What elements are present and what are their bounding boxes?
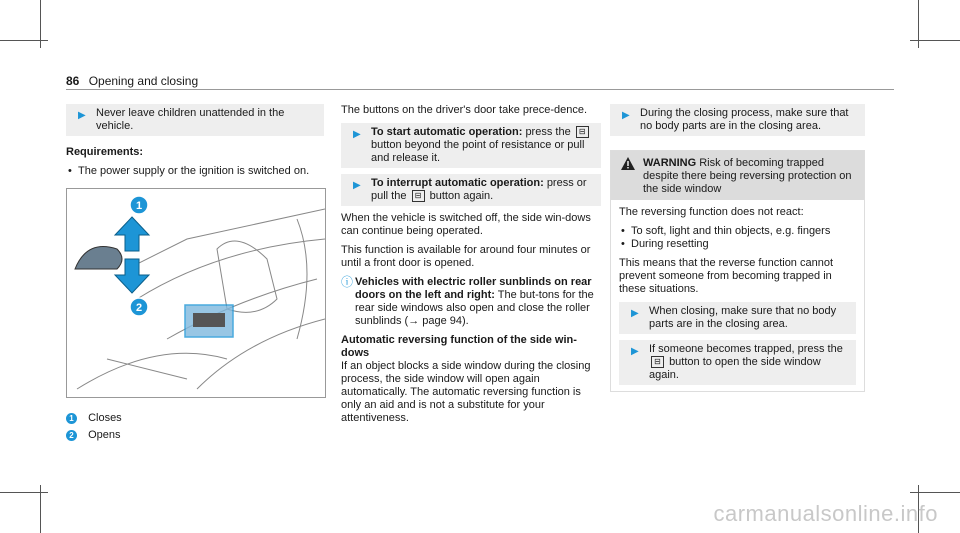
bullet-icon: • xyxy=(621,225,625,237)
door-panel-illustration xyxy=(66,188,326,398)
list-item-text: During resetting xyxy=(631,238,709,250)
legend-label: Closes xyxy=(88,412,122,424)
list-item xyxy=(619,225,856,238)
note-box xyxy=(619,340,856,385)
note-box xyxy=(610,104,865,136)
page-header xyxy=(66,74,198,88)
play-arrow-icon: ▶ xyxy=(353,180,361,191)
play-arrow-icon: ▶ xyxy=(631,346,639,357)
warning-triangle-icon xyxy=(621,157,635,170)
play-arrow-icon: ▶ xyxy=(78,110,86,121)
section-title: Opening and closing xyxy=(88,74,199,88)
body-text: When the vehicle is switched off, the side win-dows can continue being operated. xyxy=(341,212,591,237)
body-text: This function is available for around four minutes or until a front door is opened. xyxy=(341,244,591,269)
warning-header xyxy=(611,151,864,200)
step-box xyxy=(341,174,601,206)
column-1 xyxy=(66,104,324,442)
legend-label: Opens xyxy=(88,429,121,441)
play-arrow-icon: ▶ xyxy=(353,129,361,140)
list-item xyxy=(619,238,856,251)
callout-badge: 1 xyxy=(66,413,77,424)
svg-text:2: 2 xyxy=(135,302,143,314)
header-divider xyxy=(66,89,894,90)
requirement-item xyxy=(66,165,324,178)
play-arrow-icon: ▶ xyxy=(631,308,639,319)
step-label: To interrupt automatic operation: xyxy=(371,177,544,189)
note-text: During the closing process, make sure that no body parts are in the closing area. xyxy=(640,107,849,132)
page-number: 86 xyxy=(66,74,80,88)
window-switch-icon: ⊟ xyxy=(651,356,664,368)
column-3 xyxy=(610,104,865,392)
legend xyxy=(66,412,324,442)
crop-mark xyxy=(910,40,960,41)
window-switch-icon: ⊟ xyxy=(576,126,589,138)
step-text: press or pull the xyxy=(371,177,587,202)
watermark: carmanualsonline.info xyxy=(713,501,938,526)
warning-body xyxy=(611,200,864,385)
column-2 xyxy=(341,104,601,431)
step-text: press the xyxy=(525,126,571,138)
step-text: button again. xyxy=(429,190,494,202)
step-text: button beyond the point of resistance or pull and release it. xyxy=(371,139,585,164)
step-box xyxy=(341,123,601,168)
info-block xyxy=(341,276,601,328)
note-text: If someone becomes trapped, press the xyxy=(649,343,843,355)
svg-text:1: 1 xyxy=(135,200,143,212)
crop-mark xyxy=(910,492,960,493)
body-text: This means that the reverse function cannot prevent someone from becoming trapped in these situations. xyxy=(619,257,834,295)
body-text: The reversing function does not react: xyxy=(619,206,804,218)
requirement-text: The power supply or the ignition is switched on. xyxy=(78,165,310,177)
warning-text: Risk of becoming trapped despite there being reversing protection on the side window xyxy=(643,157,852,195)
warning-title: WARNING xyxy=(643,157,697,169)
step-label: To start automatic operation: xyxy=(371,126,523,138)
window-switch-icon: ⊟ xyxy=(412,190,425,202)
bullet-icon: • xyxy=(68,165,72,177)
legend-item xyxy=(66,412,324,425)
bullet-icon: • xyxy=(621,238,625,250)
note-text: Never leave children unattended in the vehicle. xyxy=(96,107,285,132)
legend-item xyxy=(66,429,324,442)
section-heading: Automatic reversing function of the side win-dows xyxy=(341,334,577,359)
note-box xyxy=(619,302,856,334)
note-text: button to open the side window again. xyxy=(649,356,821,381)
info-title: Vehicles with electric roller sunblinds on rear doors on the left and right: xyxy=(355,276,592,301)
play-arrow-icon: ▶ xyxy=(622,110,630,121)
info-text: The but-tons for the rear side windows also open and close the roller sunblinds (→ page 94). xyxy=(355,289,594,327)
requirements-title: Requirements: xyxy=(66,146,144,158)
body-text: If an object blocks a side window during the closing process, the side window will open again automatically. The automatic reversing function is only an aid and is not a substitute for your attentiveness. xyxy=(341,360,591,424)
info-icon: ⓘ xyxy=(341,275,354,289)
crop-mark xyxy=(0,40,48,41)
note-box xyxy=(66,104,324,136)
crop-mark xyxy=(0,492,48,493)
door-illustration-svg xyxy=(67,189,325,397)
note-text: When closing, make sure that no body parts are in the closing area. xyxy=(649,305,837,330)
callout-badge: 2 xyxy=(66,430,77,441)
intro-text: The buttons on the driver's door take prece-dence. xyxy=(341,104,588,116)
list-item-text: To soft, light and thin objects, e.g. fingers xyxy=(631,225,831,237)
warning-box xyxy=(610,150,865,392)
